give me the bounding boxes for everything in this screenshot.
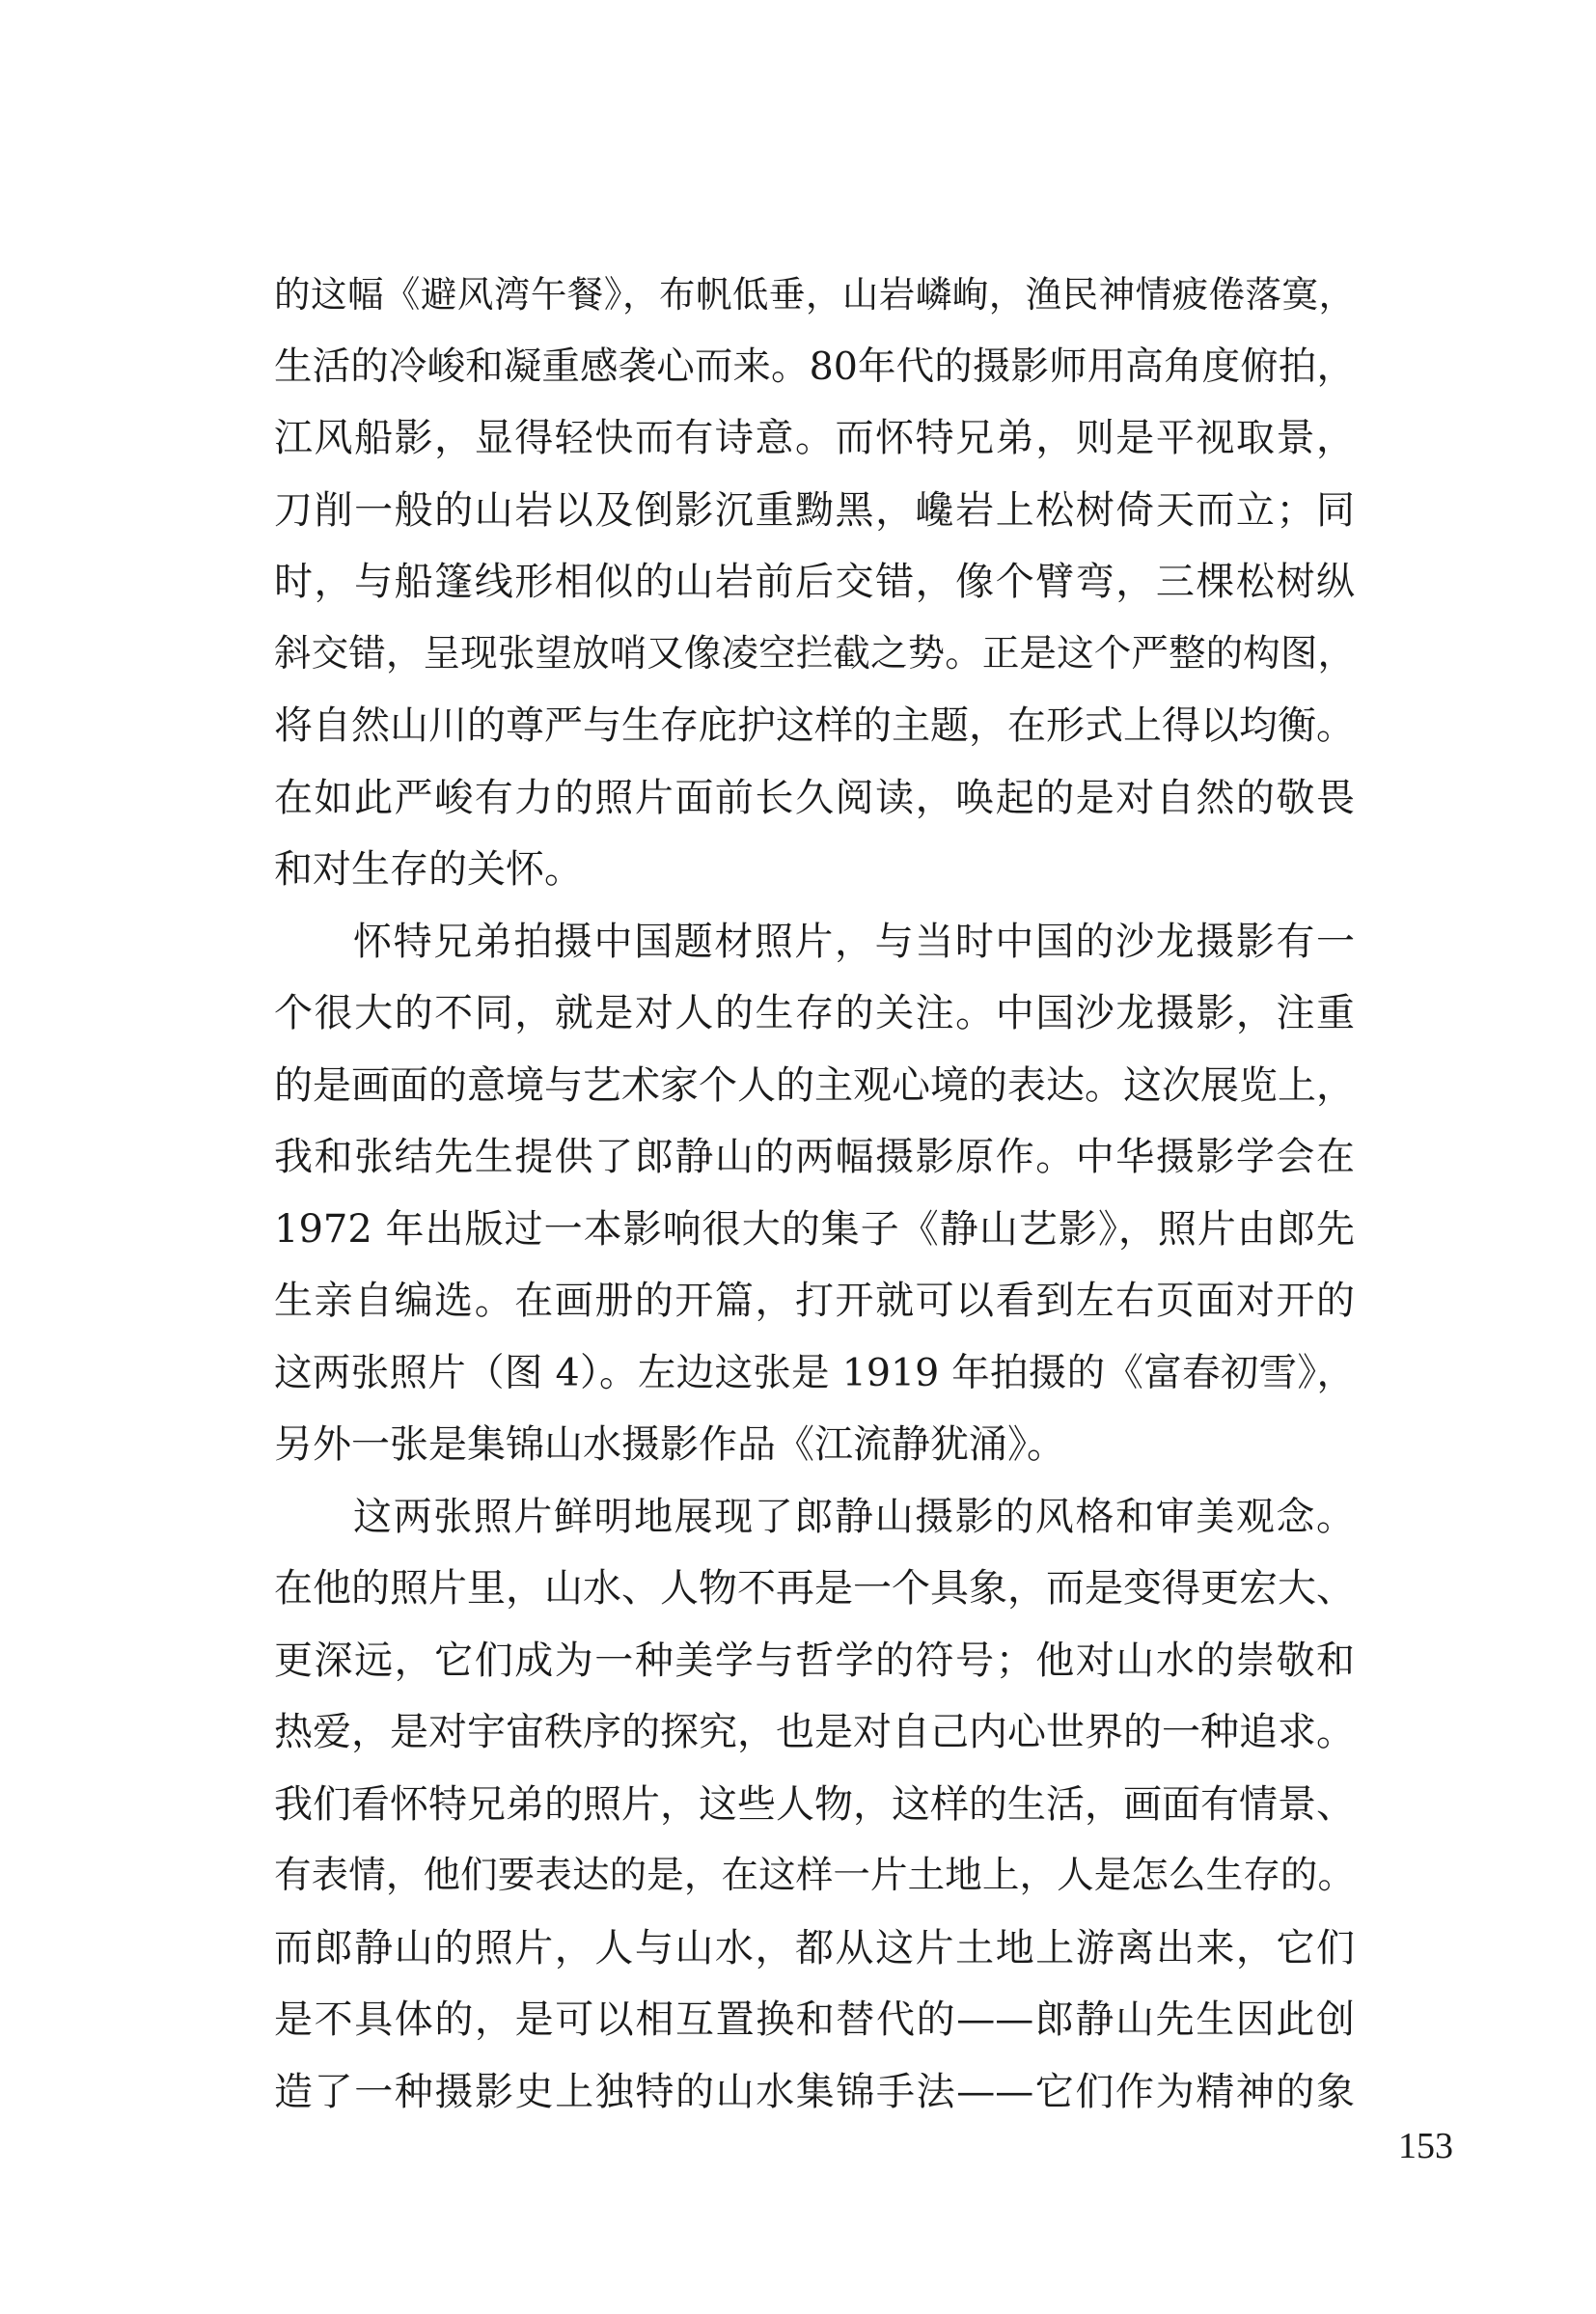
text-line: 而郎静山的照片，人与山水，都从这片土地上游离出来，它们 [274, 1925, 1355, 1970]
text-line: 和对生存的关怀。 [274, 847, 583, 892]
page-number: 153 [1398, 2126, 1453, 2166]
text-line: 的是画面的意境与艺术家个人的主观心境的表达。这次展览上， [274, 1062, 1355, 1108]
text-line: 这两张照片（图 4）。左边这张是 1919 年拍摄的《富春初雪》， [274, 1350, 1355, 1395]
text-line: 时，与船篷线形相似的山岩前后交错，像个臂弯，三棵松树纵 [274, 560, 1355, 604]
text-line: 的这幅《避风湾午餐》，布帆低垂，山岩嶙峋，渔民神情疲倦落寞， [274, 273, 1355, 316]
body-text [274, 259, 1355, 2128]
text-line: 我和张结先生提供了郎静山的两幅摄影原作。中华摄影学会在 [274, 1135, 1355, 1179]
paragraph-2 [274, 906, 1355, 1481]
text-line: 另外一张是集锦山水摄影作品《江流静犹涌》。 [274, 1422, 1065, 1467]
text-line: 是不具体的，是可以相互置换和替代的——郎静山先生因此创 [274, 1997, 1355, 2042]
text-line: 生活的冷峻和凝重感袭心而来。80年代的摄影师用高角度俯拍， [274, 344, 1355, 389]
text-line: 个很大的不同，就是对人的生存的关注。中国沙龙摄影，注重 [274, 991, 1355, 1035]
text-line: 有表情，他们要表达的是，在这样一片土地上，人是怎么生存的。 [274, 1854, 1355, 1897]
text-line: 将自然山川的尊严与生存庇护这样的主题，在形式上得以均衡。 [274, 703, 1355, 748]
text-line: 造了一种摄影史上独特的山水集锦手法——它们作为精神的象 [274, 2069, 1355, 2114]
text-line: 热爱，是对宇宙秩序的探究，也是对自己内心世界的一种追求。 [274, 1710, 1355, 1754]
text-line: 斜交错，呈现张望放哨又像凌空拦截之势。正是这个严整的构图， [274, 631, 1355, 675]
text-line: 在他的照片里，山水、人物不再是一个具象，而是变得更宏大、 [274, 1566, 1355, 1611]
text-line: 更深远，它们成为一种美学与哲学的符号；他对山水的崇敬和 [274, 1638, 1355, 1683]
text-line: 刀削一般的山岩以及倒影沉重黝黑，巉岩上松树倚天而立；同 [274, 487, 1355, 533]
text-line: 1972 年出版过一本影响很大的集子《静山艺影》，照片由郎先 [274, 1206, 1355, 1252]
text-line: 生亲自编选。在画册的开篇，打开就可以看到左右页面对开的 [274, 1279, 1355, 1323]
text-line: 这两张照片鲜明地展现了郎静山摄影的风格和审美观念。 [353, 1494, 1355, 1539]
text-line: 在如此严峻有力的照片面前长久阅读，唤起的是对自然的敬畏 [274, 775, 1355, 820]
paragraph-1 [274, 259, 1355, 906]
text-line: 江风船影，显得轻快而有诗意。而怀特兄弟，则是平视取景， [274, 416, 1355, 460]
paragraph-3 [274, 1481, 1355, 2129]
text-line: 怀特兄弟拍摄中国题材照片，与当时中国的沙龙摄影有一 [353, 919, 1355, 964]
text-line: 我们看怀特兄弟的照片，这些人物，这样的生活，画面有情景、 [274, 1781, 1355, 1827]
